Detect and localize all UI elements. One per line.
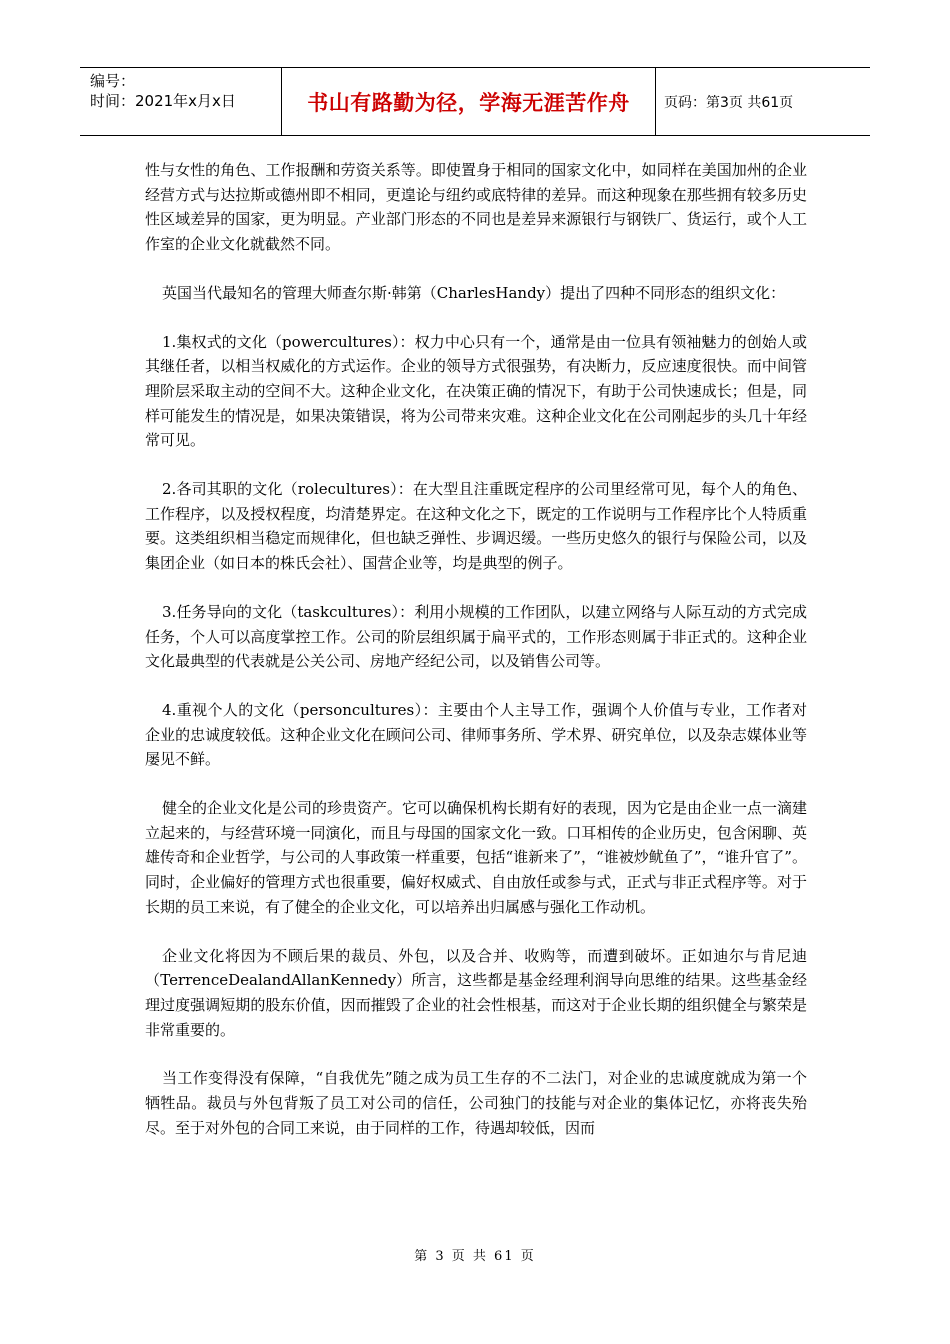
paragraph-handy-intro: 英国当代最知名的管理大师查尔斯·韩第（CharlesHandy）提出了四种不同形态的组织文化： [162,283,786,302]
paragraph-job-insecurity: 当工作变得没有保障，“自我优先”随之成为员工生存的不二法门，对企业的忠诚度就成为第一个牺牲品。裁员与外包背叛了员工对公司的信任，公司独门的技能与对企业的集体记忆，亦将丧失殆尽。至于对外包的合同工来说，由于同样的工作，待遇却较低，因而 [145,1069,807,1137]
header-page-info: 页码：第3页 共61页 [664,94,794,111]
page-header [80,67,870,136]
paragraph-continued: 性与女性的角色、工作报酬和劳资关系等。即使置身于相同的国家文化中，如同样在美国加州的企业经营方式与达拉斯或德州即不相同，更遑论与纽约或底特律的差异。而这种现象在那些拥有较多历史性区域差异的国家，更为明显。产业部门形态的不同也是差异来源银行与钢铁厂、货运行，或个人工作室的企业文化就截然不同。 [145,161,807,254]
number-label: 编号： [90,72,136,90]
paragraph-power-cultures: 1.集权式的文化（powercultures）：权力中心只有一个，通常是由一位具有领袖魅力的创始人或其继任者，以相当权威化的方式运作。企业的领导方式很强势，有决断力，反应速度很快。而中间管理阶层采取主动的空间不大。这种企业文化，在决策正确的情况下，有助于公司快速成长；但是，同样可能发生的情况是，如果决策错误，将为公司带来灾难。这种企业文化在公司刚起步的头几十年经常可见。 [145,332,807,450]
document-body [145,158,807,1165]
paragraph-role-cultures: 2.各司其职的文化（rolecultures）：在大型且注重既定程序的公司里经常可见，每个人的角色、工作程序，以及授权程度，均清楚界定。在这种文化之下，既定的工作说明与工作程序比个人特质重要。这类组织相当稳定而规律化，但也缺乏弹性、步调迟缓。一些历史悠久的银行与保险公司，以及集团企业（如日本的株氏会社）、国营企业等，均是典型的例子。 [145,480,807,573]
header-motto: 书山有路勤为径，学海无涯苦作舟 [282,68,656,135]
paragraph-person-cultures: 4.重视个人的文化（personcultures）：主要由个人主导工作，强调个人价值与专业，工作者对企业的忠诚度较低。这种企业文化在顾问公司、律师事务所、学术界、研究单位，以及杂志媒体业等屡见不鲜。 [145,700,807,769]
paragraph-task-cultures: 3.任务导向的文化（taskcultures）：利用小规模的工作团队，以建立网络与人际互动的方式完成任务，个人可以高度掌控工作。公司的阶层组织属于扁平式的，工作形态则属于非正式的。这种企业文化最典型的代表就是公关公司、房地产经纪公司，以及销售公司等。 [145,602,807,671]
time-label: 时间：2021年x月x日 [90,92,236,110]
page-footer: 第 3 页 共 61 页 [414,1249,536,1264]
paragraph-culture-destruction: 企业文化将因为不顾后果的裁员、外包，以及合并、收购等，而遭到破坏。正如迪尔与肯尼迪（TerrenceDealandAllanKennedy）所言，这些都是基金经理利润导向思维的结果。这些基金经理过度强调短期的股东价值，因而摧毁了企业的社会性根基，而这对于企业长期的组织健全与繁荣是非常重要的。 [145,946,807,1039]
header-meta [80,68,282,135]
paragraph-healthy-culture: 健全的企业文化是公司的珍贵资产。它可以确保机构长期有好的表现，因为它是由企业一点一滴建立起来的，与经营环境一同演化，而且与母国的国家文化一致。口耳相传的企业历史，包含闲聊、英雄传奇和企业哲学，与公司的人事政策一样重要，包括“谁新来了”，“谁被炒鱿鱼了”，“谁升官了”。同时，企业偏好的管理方式也很重要，偏好权威式、自由放任或参与式，正式与非正式程序等。对于长期的员工来说，有了健全的企业文化，可以培养出归属感与强化工作动机。 [145,799,808,916]
